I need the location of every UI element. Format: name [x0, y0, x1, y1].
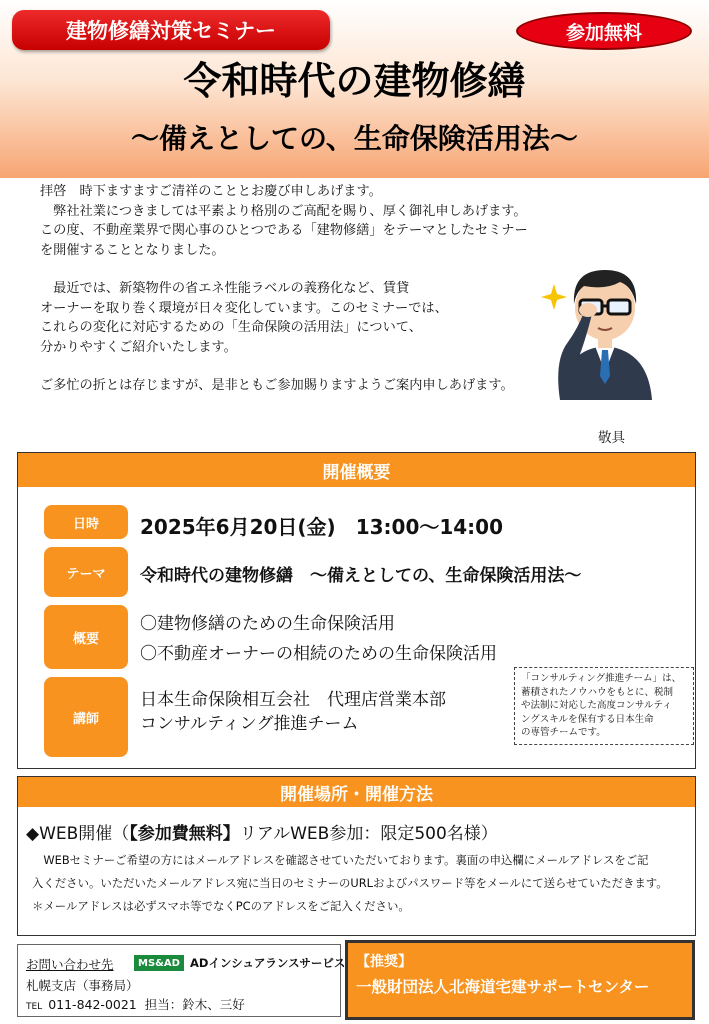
team-note-line: 「コンサルティング推進チーム」は、	[521, 673, 682, 684]
theme-value: 令和時代の建物修繕 ～備えとしての、生命保険活用法～	[140, 566, 582, 586]
date-value: 2025年6月20日(金) 13:00～14:00	[140, 515, 504, 539]
date-label: 日時	[44, 505, 128, 539]
web-free-tag: 【参加費無料】	[129, 824, 240, 844]
contact-label: お問い合わせ先	[26, 957, 114, 972]
web-method-suffix: リアルWEB参加：限定500名様）	[239, 824, 498, 844]
team-note-line: の専管チームです。	[521, 727, 606, 738]
team-note-line: ングスキルを保有する日本生命	[521, 713, 654, 725]
intro-line: 弊社社業につきましては平素より格別のご高配を賜り、厚く御礼申しあげます。	[40, 203, 527, 219]
intro-line: 分かりやすくご紹介いたします。	[40, 339, 237, 355]
intro-line: これらの変化に対応するための「生命保険の活用法」について、	[40, 320, 422, 335]
web-instruction-line: WEBセミナーご希望の方にはメールアドレスを確認させていただいております。裏面の申込欄にメールアドレスをご記	[32, 853, 649, 867]
intro-line: を開催することとなりました。	[40, 242, 225, 258]
web-instructions	[32, 849, 704, 918]
intro-line: この度、不動産業界で関心事のひとつである「建物修繕」をテーマとしたセミナー	[40, 223, 528, 238]
phone-number: 011-842-0021	[48, 997, 137, 1012]
summary-label: 概要	[44, 605, 128, 669]
venue-panel	[17, 776, 696, 936]
summary-item: 〇不動産オーナーの相続のための生命保険活用	[140, 644, 497, 664]
recommend-org: 一般財団法人北海道宅建サポートセンター	[356, 978, 650, 996]
web-instruction-line: 入ください。いただいたメールアドレス宛に当日のセミナーのURLおよびパスワード等をメールにて送らせていただきます。	[32, 876, 668, 890]
staff-names: 担当：鈴木、三好	[144, 997, 245, 1012]
summary-item: 〇建物修繕のための生命保険活用	[140, 614, 395, 634]
speaker-label: 講師	[44, 677, 128, 757]
web-method	[26, 819, 498, 844]
company-name: ADインシュアランスサービス	[190, 956, 346, 970]
seminar-badge: 建物修繕対策セミナー	[12, 10, 330, 50]
sparkle-icon	[541, 284, 567, 310]
recommend-label: 【推奨】	[356, 954, 412, 970]
web-method-prefix: ◆WEB開催（	[26, 824, 130, 844]
recommend-box	[345, 940, 695, 1020]
speaker-line: 日本生命保険相互会社 代理店営業本部	[140, 690, 446, 710]
intro-line: 拝啓 時下ますますご清祥のこととお慶び申しあげます。	[40, 184, 382, 199]
intro-line: ご多忙の折とは存じますが、是非ともご参加賜りますようご案内申しあげます。	[40, 378, 514, 393]
speaker-line: コンサルティング推進チーム	[140, 714, 359, 734]
contact-box	[17, 944, 346, 1017]
overview-panel	[17, 452, 696, 769]
branch-name: 札幌支店（事務局）	[26, 978, 139, 993]
closing-word: 敬具	[598, 430, 625, 446]
msad-logo: MS&AD	[134, 955, 184, 971]
intro-line: 最近では、新築物件の省エネ性能ラベルの義務化など、賃貸	[40, 281, 410, 296]
page-subtitle: ～備えとしての、生命保険活用法～	[131, 122, 578, 155]
team-note-line: や法制に対応した高度コンサルティ	[521, 700, 672, 711]
overview-heading: 開催概要	[18, 453, 695, 487]
team-note-line: 蓄積されたノウハウをもとに、税制	[521, 686, 674, 698]
phone-line	[26, 995, 245, 1013]
intro-line: オーナーを取り巻く環境が日々変化しています。このセミナーでは、	[40, 300, 448, 316]
page-title: 令和時代の建物修繕	[183, 59, 526, 103]
web-instruction-line: ＊メールアドレスは必ずスマホ等でなくPCのアドレスをご記入ください。	[32, 899, 410, 913]
phone-icon: TEL	[26, 1002, 43, 1012]
team-note	[514, 667, 694, 745]
venue-heading: 開催場所・開催方法	[18, 777, 695, 807]
free-badge: 参加無料	[516, 12, 692, 50]
theme-label: テーマ	[44, 547, 128, 597]
businessman-illustration	[540, 250, 670, 400]
